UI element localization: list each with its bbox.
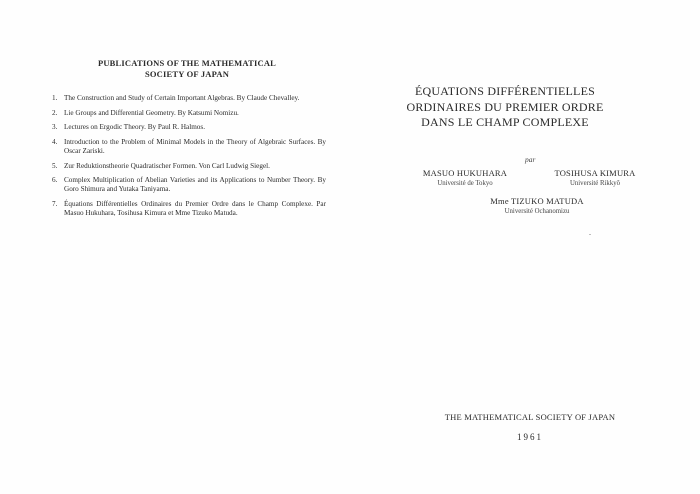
par-label: par: [525, 155, 536, 164]
author-affiliation: Université de Tokyo: [437, 180, 493, 187]
publication-number: 3.: [52, 123, 58, 132]
publication-text: Équations Différentielles Ordinaires du Premier Ordre dans le Champ Complexe. Par Masuo Hukuhara, Tosihusa Kimura et Mme Tizuko Matuda.: [64, 199, 326, 218]
publications-list: [52, 94, 326, 224]
author-affiliation: Université Ochanomizu: [504, 208, 570, 215]
publication-item: [52, 109, 326, 118]
author-name: Mme TIZUKO MATUDA: [490, 196, 584, 206]
stray-dot: .: [589, 228, 591, 237]
publisher-name: THE MATHEMATICAL SOCIETY OF JAPAN: [444, 412, 616, 422]
publication-text: Lectures on Ergodic Theory. By Paul R. Halmos.: [64, 123, 205, 132]
publication-item: [52, 138, 326, 156]
publications-heading: [52, 58, 322, 80]
title-line-1: ÉQUATIONS DIFFÉRENTIELLES: [415, 84, 595, 98]
publication-number: 5.: [52, 161, 58, 170]
author-affiliation: Université Rikkyô: [569, 180, 621, 187]
publication-text: Complex Multiplication of Abelian Varieties and its Applications to Number Theory. By Goro Shimura and Yutaka Taniyama.: [64, 176, 326, 194]
publication-text: Zur Reduktionstheorie Quadratischer Formen. Von Carl Ludwig Siegel.: [64, 161, 270, 170]
publication-number: 4.: [52, 137, 58, 146]
publication-item: [52, 123, 326, 132]
publication-text: Lie Groups and Differential Geometry. By Katsumi Nomizu.: [64, 108, 239, 117]
book-title: [380, 84, 630, 131]
heading-line-2: SOCIETY OF JAPAN: [144, 69, 230, 79]
heading-line-1: PUBLICATIONS OF THE MATHEMATICAL: [97, 58, 277, 68]
author-hukuhara: [410, 168, 520, 188]
publication-item: [52, 162, 326, 171]
author-kimura: [540, 168, 650, 188]
publication-item: [52, 200, 326, 218]
publication-number: 7.: [52, 199, 58, 208]
publication-text: The Construction and Study of Certain Important Algebras. By Claude Chevalley.: [64, 94, 300, 102]
publication-number: 1.: [52, 94, 58, 102]
publication-item: [52, 94, 326, 103]
publication-number: 6.: [52, 176, 58, 185]
title-line-3: DANS LE CHAMP COMPLEXE: [421, 115, 589, 129]
author-matuda: [482, 196, 592, 216]
publication-number: 2.: [52, 108, 58, 117]
publication-item: [52, 176, 326, 194]
author-name: TOSIHUSA KIMURA: [554, 168, 636, 178]
publication-text: Introduction to the Problem of Minimal Models in the Theory of Algebraic Surfaces. By Oscar Zariski.: [64, 137, 326, 155]
title-line-2: ORDINAIRES DU PREMIER ORDRE: [406, 99, 604, 114]
author-name: MASUO HUKUHARA: [422, 168, 508, 178]
publication-year: 1961: [517, 432, 543, 442]
